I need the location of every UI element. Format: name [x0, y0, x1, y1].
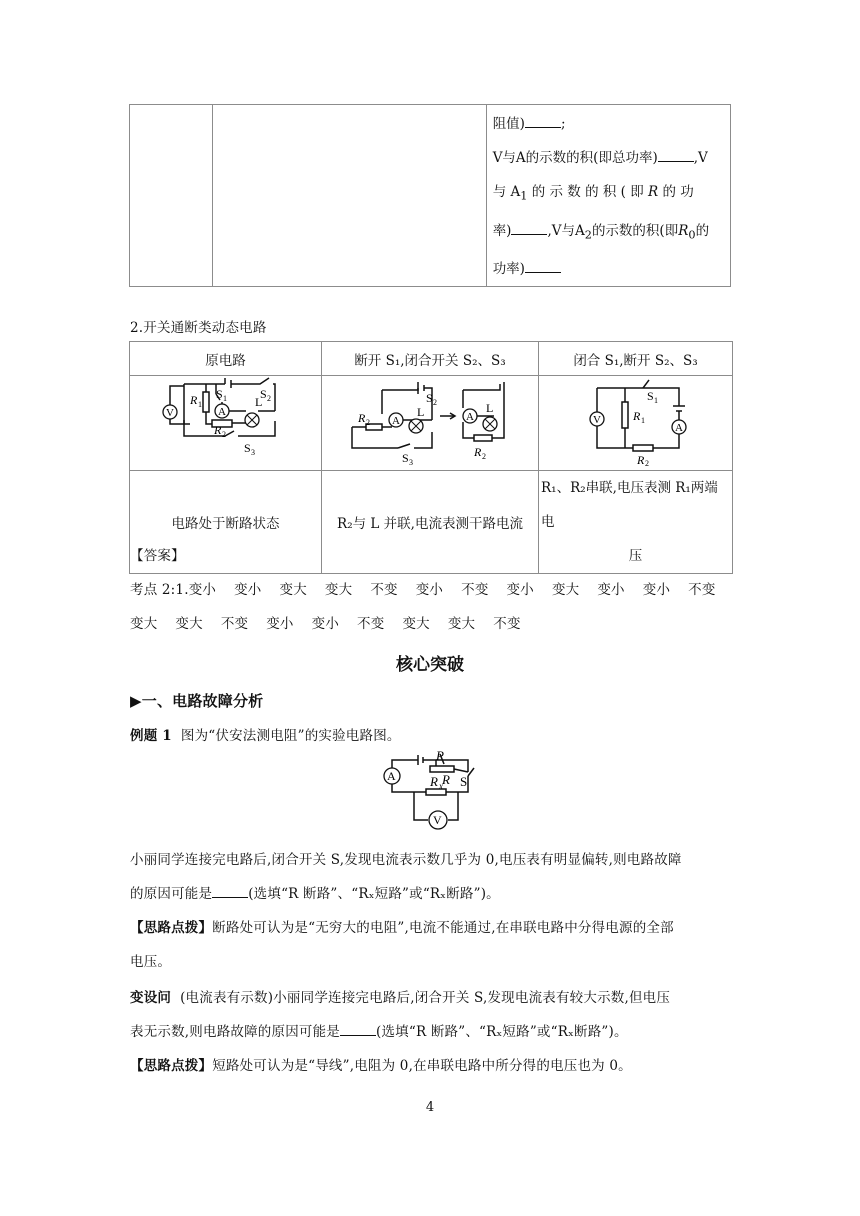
svg-text:S: S — [647, 389, 654, 403]
svg-text:A: A — [466, 411, 474, 423]
close-s1-diagram — [539, 376, 732, 466]
svg-text:R: R — [430, 774, 438, 789]
svg-text:3: 3 — [251, 448, 255, 457]
diagram-open-s1 — [322, 376, 539, 471]
result-original: 电路处于断路状态 — [130, 471, 322, 574]
answer-line-2: 变大 变大 不变 变小 变小 不变 变大 变大 不变 — [130, 616, 521, 632]
svg-text:1: 1 — [198, 400, 202, 409]
result-open-s1: R₂与 L 并联,电流表测干路电流 — [322, 471, 539, 574]
tip-1-line-2: 电压。 — [130, 954, 172, 970]
svg-text:S: S — [402, 451, 409, 465]
svg-text:P: P — [436, 748, 444, 763]
svg-text:S: S — [260, 387, 267, 401]
continued-answer-text: 阻值) ; V与A的示数的积(即总功率) ,V 与 $A_1$ 的 示 数 的 积 ( 即 R 的 功 率) ,V与$A_2$的示数的积(即$R_0$的 功率) — [487, 105, 730, 286]
svg-text:R: R — [214, 423, 222, 437]
example-1: 例题 1 图为“伏安法测电阻”的实验电路图。 — [130, 728, 401, 744]
svg-text:V: V — [593, 414, 601, 426]
answer-line-1: 考点 2:1.变小 变小 变大 变大 不变 变小 不变 变小 变大 变小 变小 不变 — [130, 582, 716, 598]
diagram-original-circuit — [130, 376, 322, 471]
page-number: 4 — [425, 1100, 435, 1115]
svg-text:x: x — [439, 781, 443, 791]
answer-title: 【答案】 — [130, 548, 185, 564]
svg-text:A: A — [218, 406, 226, 418]
continued-col-3 — [486, 105, 730, 287]
svg-text:S: S — [244, 441, 251, 455]
svg-text:1: 1 — [223, 394, 227, 403]
svg-text:R: R — [358, 411, 366, 425]
triangle-icon: ▶ — [130, 692, 142, 710]
svg-text:S: S — [216, 387, 223, 401]
result-close-s1 — [539, 471, 733, 574]
question-1-line-2: 的原因可能是 (选填“R 断路”、“Rₓ短路”或“Rₓ断路”)。 — [130, 882, 500, 902]
svg-text:L: L — [486, 401, 494, 415]
result-close-s1-line-1: R₁、R₂串联,电压表测 R₁两端电 — [541, 480, 718, 530]
continued-col-1 — [130, 105, 213, 287]
header-open-s1: 断开 S₁,闭合开关 S₂、S₃ — [322, 342, 539, 376]
svg-text:V: V — [166, 407, 174, 419]
svg-text:S: S — [426, 391, 433, 405]
svg-text:1: 1 — [654, 396, 658, 405]
original-circuit-diagram — [130, 376, 321, 466]
svg-text:2: 2 — [222, 430, 226, 439]
svg-text:R: R — [637, 453, 645, 466]
core-title: 核心突破 — [396, 655, 464, 675]
continued-col-2 — [212, 105, 486, 287]
open-s1-diagram — [322, 376, 538, 466]
section-2-heading: 2.开关通断类动态电路 — [130, 320, 267, 336]
svg-text:V: V — [433, 813, 442, 827]
svg-text:3: 3 — [409, 458, 413, 466]
tip-2: 【思路点拨】短路处可认为是“导线”,电阻为 0,在串联电路中所分得的电压也为 0。 — [130, 1058, 632, 1074]
diagram-close-s1 — [539, 376, 733, 471]
header-original-circuit: 原电路 — [130, 342, 322, 376]
section-subtitle: ▶一、电路故障分析 — [130, 692, 264, 710]
svg-text:2: 2 — [267, 394, 271, 403]
svg-text:2: 2 — [433, 398, 437, 407]
variant-question-line-2: 表无示数,则电路故障的原因可能是 (选填“R 断路”、“Rₓ短路”或“Rₓ断路”)。 — [130, 1020, 628, 1040]
svg-text:R: R — [190, 393, 198, 407]
tip-1-line-1: 【思路点拨】断路处可认为是“无穷大的电阻”,电流不能通过,在串联电路中分得电源的全部 — [130, 920, 674, 936]
svg-text:R: R — [442, 772, 450, 787]
svg-text:2: 2 — [645, 459, 649, 466]
variant-question-line-1: 变设问 (电流表有示数)小丽同学连接完电路后,闭合开关 S,发现电流表有较大示数,但电压 — [130, 990, 671, 1006]
continued-table — [129, 104, 731, 287]
header-close-s1: 闭合 S₁,断开 S₂、S₃ — [539, 342, 733, 376]
svg-text:1: 1 — [641, 416, 645, 425]
svg-text:S: S — [460, 774, 468, 789]
switch-circuit-table — [129, 341, 733, 574]
svg-text:A: A — [392, 415, 400, 427]
svg-text:A: A — [675, 422, 683, 434]
voltammetry-circuit-diagram — [370, 748, 490, 838]
svg-text:R: R — [474, 445, 482, 459]
svg-text:2: 2 — [482, 452, 486, 461]
svg-text:L: L — [255, 395, 263, 409]
svg-text:A: A — [387, 769, 396, 783]
svg-text:L: L — [417, 405, 425, 419]
svg-text:2: 2 — [366, 418, 370, 427]
svg-text:R: R — [633, 409, 641, 423]
question-1-line-1: 小丽同学连接完电路后,闭合开关 S,发现电流表示数几乎为 0,电压表有明显偏转,则电路故障 — [130, 852, 682, 868]
result-close-s1-line-2: 压 — [628, 548, 643, 564]
